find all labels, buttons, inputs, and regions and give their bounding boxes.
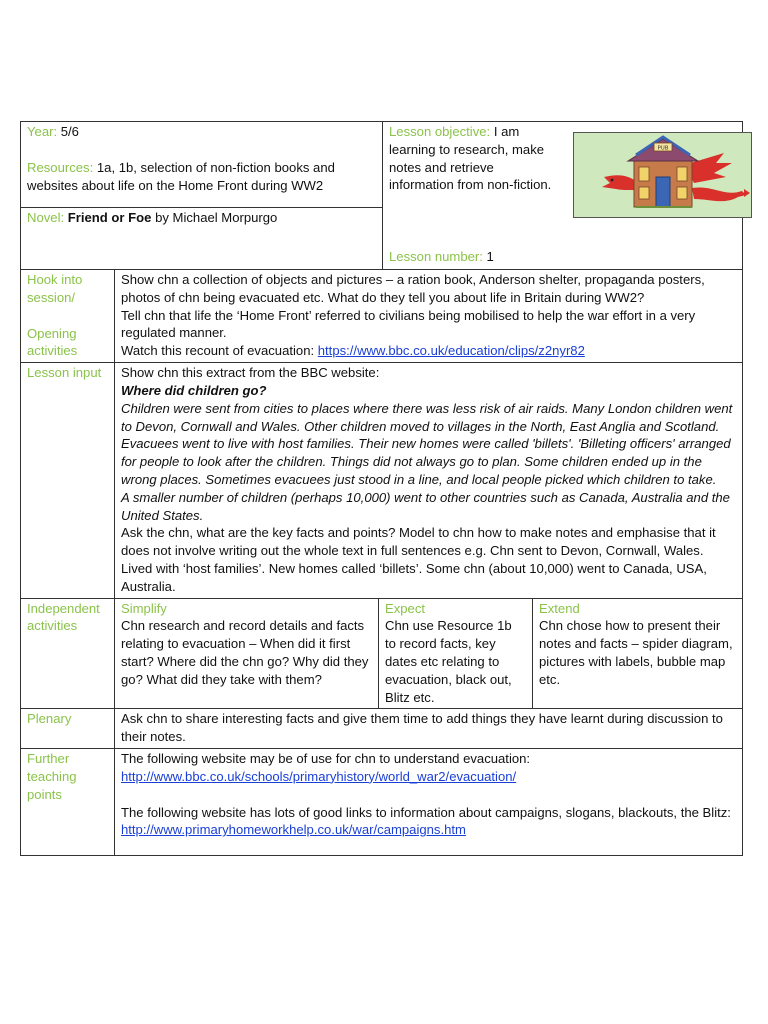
hook-label: Hook into session/ (27, 272, 83, 305)
hook-row (21, 270, 743, 363)
year-resources-cell (21, 122, 383, 208)
year-label: Year: (27, 124, 58, 139)
resources-value: 1a, 1b, selection of non-fiction books and websites about life on the Home Front during WW2 (27, 159, 335, 193)
lesson-input-content-cell (115, 363, 743, 598)
lesson-number-label: Lesson number: (389, 249, 483, 265)
hook-paragraph-2: Tell chn that life the ‘Home Front’ referred to civilians being mobilised to help the war effort in a very regulated manner. (121, 307, 696, 341)
lesson-input-row (21, 363, 743, 598)
dragon-house-icon (574, 133, 751, 217)
evacuation-website-link[interactable]: http://www.bbc.co.uk/schools/primaryhistory/world_war2/evacuation/ (121, 768, 517, 784)
expect-text: Chn use Resource 1b to record facts, key dates etc relating to evacuation, black out, Blitz etc. (385, 618, 512, 705)
year-value: 5/6 (60, 124, 79, 139)
further-row (21, 748, 743, 855)
input-paragraph-4: Ask the chn, what are the key facts and points? Model to chn how to make notes and emphasise that it does not involve writing out the whole text in full sentences e.g. Chn sent to Devon, Cornwall, Wales. Lived with ‘host families’. New homes called ‘billets’. Some chn (about 10,000) went to Canada, USA, Australia. (121, 525, 716, 594)
independent-row (21, 598, 743, 709)
campaigns-website-link[interactable]: http://www.primaryhomeworkhelp.co.uk/war/campaigns.htm (121, 822, 466, 838)
extend-label: Extend (539, 600, 580, 616)
lesson-plan-table (20, 121, 743, 856)
lesson-input-label: Lesson input (21, 363, 115, 598)
input-intro: Show chn this extract from the BBC website: (121, 365, 380, 381)
resources-label: Resources: (27, 159, 94, 175)
further-text-1: The following website may be of use for chn to understand evacuation: (121, 750, 531, 766)
input-paragraph-2: Evacuees went to live with host families. Their new homes were called 'billets'. 'Billeting officers' arranged for people to look after the children. Things did not always go to plan. Some children ended up in the wrong places. Sometimes evacuees just stood in a line, and local people picked which children to take. (121, 436, 731, 487)
simplify-text: Chn research and record details and facts relating to evacuation – When did it first start? Where did the chn go? Why did they go? What did they take with them? (121, 618, 369, 687)
hook-content-cell (115, 270, 743, 363)
input-paragraph-3: A smaller number of children (perhaps 10,000) went to other countries such as Canada, Australia and the United States. (121, 489, 730, 523)
independent-label: Independent activities (21, 598, 115, 709)
input-heading: Where did children go? (121, 382, 267, 398)
plenary-row (21, 709, 743, 749)
further-text-2: The following website has lots of good links to information about campaigns, slogans, blackouts, the Blitz: (121, 804, 731, 820)
hook-paragraph-1: Show chn a collection of objects and pictures – a ration book, Anderson shelter, propaganda posters, photos of chn being evacuated etc. What do they tell you about life in Britain during WW2? (121, 272, 705, 305)
objective-label: Lesson objective: (389, 124, 491, 139)
house-sign-text: PUB (657, 145, 669, 152)
objective-cell (383, 122, 743, 270)
novel-cell (21, 208, 383, 270)
header-row (21, 122, 743, 208)
lesson-plan-page (20, 121, 742, 856)
novel-author: by Michael Morpurgo (155, 210, 278, 225)
opening-label: Opening activities (27, 325, 78, 359)
hook-label-cell (21, 270, 115, 363)
expect-cell (379, 598, 533, 709)
plenary-text: Ask chn to share interesting facts and give them time to add things they have learnt during discussion to their notes. (115, 709, 743, 749)
novel-label: Novel: (27, 210, 65, 225)
further-content-cell (115, 748, 743, 855)
dragon-library-illustration (573, 132, 752, 218)
lesson-number-value: 1 (486, 249, 494, 265)
evacuation-clip-link[interactable]: https://www.bbc.co.uk/education/clips/z2nyr82 (317, 343, 585, 359)
simplify-cell (115, 598, 379, 709)
input-paragraph-1: Children were sent from cities to places where there was less risk of air raids. Many London children went to Devon, Cornwall and Wales. Other children moved to villages in the North, East Anglia and Scotland. (121, 400, 733, 434)
objective-value: I am learning to research, make notes and retrieve information from non-fiction. (389, 124, 552, 193)
simplify-label: Simplify (121, 600, 167, 616)
extend-text: Chn chose how to present their notes and facts – spider diagram, pictures with labels, bubble map etc. (539, 618, 733, 687)
watch-text: Watch this recount of evacuation: (121, 343, 315, 359)
novel-title: Friend or Foe (67, 210, 152, 225)
plenary-label: Plenary (21, 709, 115, 749)
further-label: Further teaching points (21, 748, 115, 855)
expect-label: Expect (385, 600, 426, 616)
extend-cell (533, 598, 743, 709)
